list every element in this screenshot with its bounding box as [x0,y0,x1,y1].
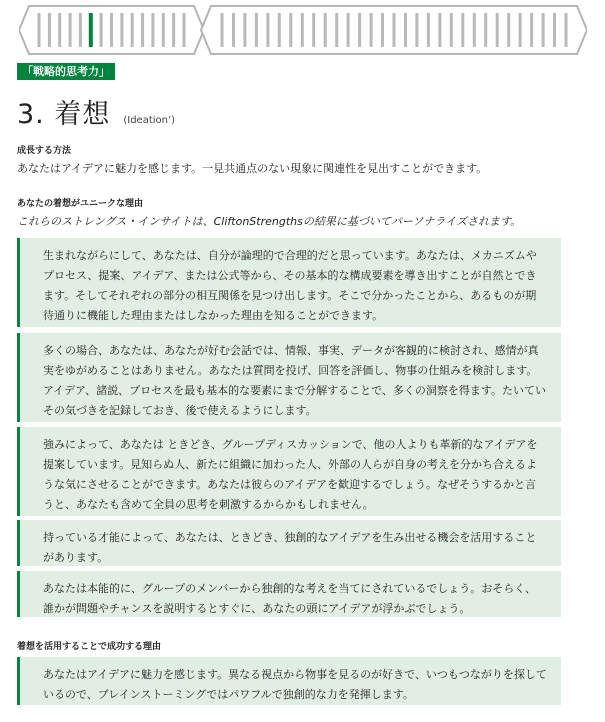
banner-stripe [553,13,556,47]
banner-stripe [48,13,51,47]
banner-stripe [221,13,224,47]
banner-stripe [69,13,72,47]
banner-stripe [278,13,281,47]
insight-card: 強みによって、あなたは ときどき、グループディスカッションで、他の人よりも革新的なアイデアを提案しています。見知らぬ人、新たに組織に加わった人、外部の人らが自身の考えを分かち合えるような気にさせることができます。あなたは彼らのアイデアを歓迎するでしょう。なぜそうするかと言うと、あなたも含めて全員の思考を刺激するからかもしれません。 [17,427,561,516]
banner-stripe [131,13,134,47]
growth-label: 成長する方法 [17,146,72,156]
banner-stripe [461,13,464,47]
banner-stripe [151,13,154,47]
page-title: 3. 着想 [17,99,111,130]
banner-stripe [370,13,373,47]
insight-card: 多くの場合、あなたは、あなたが好む会話では、情報、事実、データが客観的に検討され、感情が真実をゆがめることはありません。あなたは質問を投げ、回答を評価し、物事の仕組みを検討します。アイデア、諸説、プロセスを最も基本的な要素にまで分解することで、多くの洞察を得ます。たいていその気づきを記録しておき、後で使えるようにします。 [17,333,561,422]
banner-stripes-left [38,13,186,47]
banner-stripe [381,13,384,47]
theme-progress-banner [19,4,587,56]
category-badge: 「戦略的思考力」 [17,63,115,80]
banner-stripe [232,13,235,47]
banner-stripe [289,13,292,47]
banner-stripe [542,13,545,47]
banner-stripe [473,13,476,47]
banner-stripe [141,13,144,47]
banner-stripe [507,13,510,47]
success-card: あなたはアイデアに魅力を感じます。異なる視点から物事を見るのが好きで、いつもつながりを探しているので、ブレインストーミングではパワフルで独創的な力を発揮します。 [17,657,561,705]
banner-stripe [110,13,113,47]
banner-stripe [519,13,522,47]
banner-stripe [79,13,82,47]
banner-stripe [404,13,407,47]
insight-card: 生まれながらにして、あなたは、自分が論理的で合理的だと思っています。あなたは、メカニズムやプロセス、提案、アイデア、または公式等から、その基本的な構成要素を導き出すことが自然とできます。そしてそれぞれの部分の相互関係を見つけ出します。そこで分かったことから、あるものが期待通りに機能した理由またはしなかった理由を知ることができます。 [17,238,561,327]
banner-stripe [162,13,165,47]
banner-stripe [496,13,499,47]
banner-stripe [301,13,304,47]
unique-intro: これらのストレングス・インサイトは、CliftonStrengthsの結果に基づいてパーソナライズされます。 [17,215,522,228]
banner-stripe [335,13,338,47]
banner-stripe [358,13,361,47]
banner-stripe [120,13,123,47]
banner-stripe [565,13,568,47]
banner-stripe [58,13,61,47]
banner-stripe [255,13,258,47]
banner-stripe [324,13,327,47]
banner-stripe [530,13,533,47]
banner-stripe [347,13,350,47]
banner-stripe [393,13,396,47]
banner-stripe [450,13,453,47]
banner-stripe [38,13,41,47]
insight-card: 持っている才能によって、あなたは、ときどき、独創的なアイデアを生み出せる機会を活用することがあります。 [17,520,561,566]
banner-active-bar [89,13,93,47]
banner-stripe [183,13,186,47]
banner-stripe [438,13,441,47]
insight-card: あなたは本能的に、グループのメンバーから独創的な考えを当てにされているでしょう。おそらく、誰かが問題やチャンスを説明するとすぐに、あなたの頭にアイデアが浮かぶでしょう。 [17,571,561,617]
banner-stripe [243,13,246,47]
banner-stripe [266,13,269,47]
banner-stripe [100,13,103,47]
banner-stripe [312,13,315,47]
banner-stripe [484,13,487,47]
banner-stripe [427,13,430,47]
success-label: 着想を活用することで成功する理由 [17,642,162,652]
unique-label: あなたの着想がユニークな理由 [17,199,144,209]
banner-stripe [415,13,418,47]
heading [17,92,175,131]
growth-text: あなたはアイデアに魅力を感じます。一見共通点のない現象に関連性を見出すことができます。 [17,162,488,175]
banner-stripe [172,13,175,47]
page-subtitle: (Ideation’) [123,115,176,126]
